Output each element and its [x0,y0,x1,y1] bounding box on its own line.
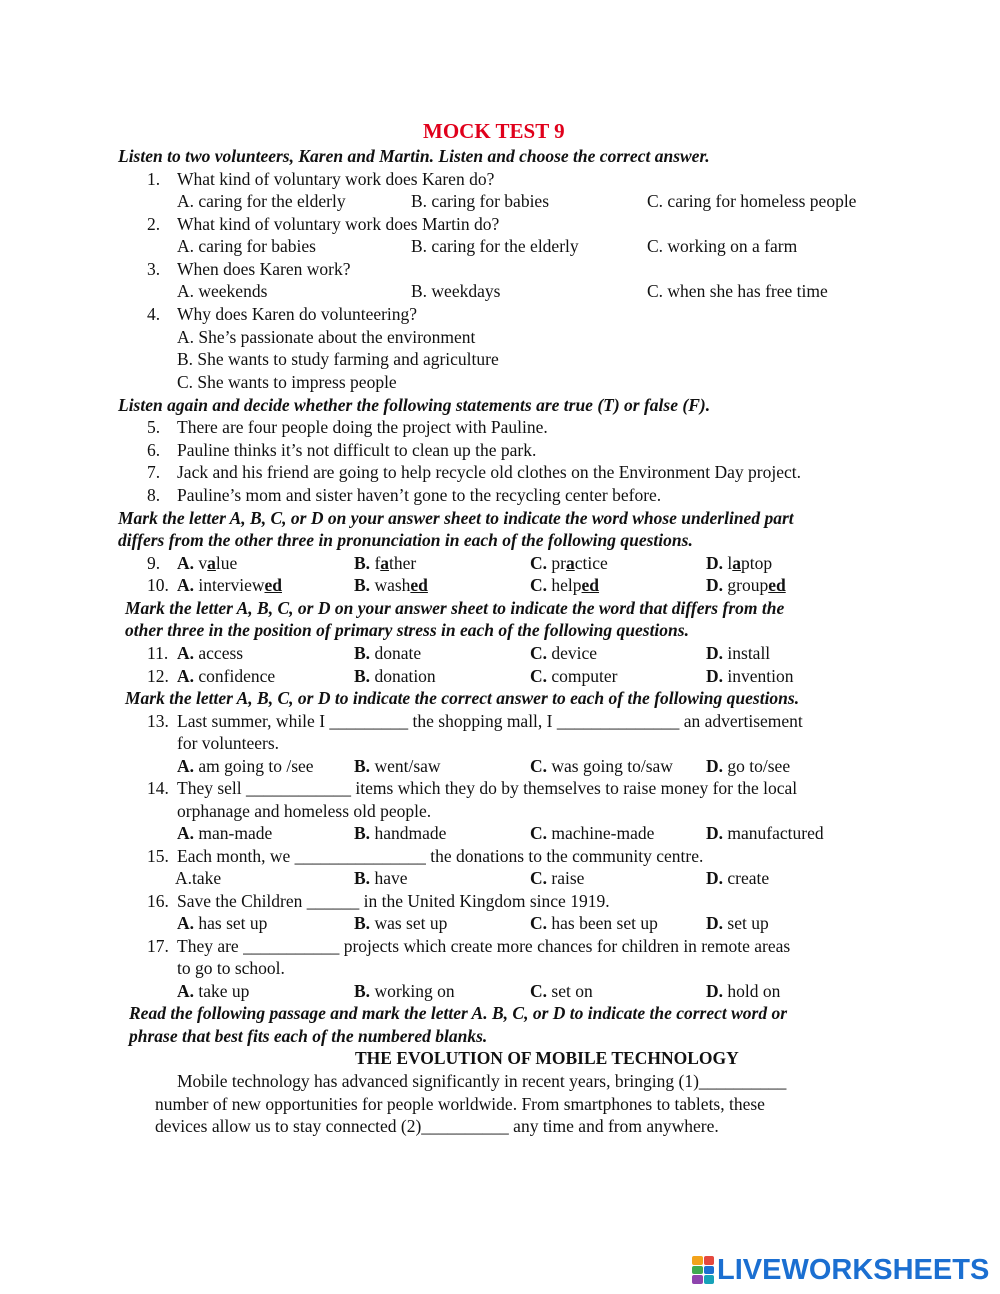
question-6-number: 6. [147,440,161,460]
instruction-listening-1: Listen to two volunteers, Karen and Martin. Listen and choose the correct answer. [118,146,710,166]
instruction-listening-2: Listen again and decide whether the following statements are true (T) or false (F). [118,395,711,415]
question-15-option-a[interactable]: A.take [175,868,222,888]
question-8-number: 8. [147,485,161,505]
question-1-text: What kind of voluntary work does Karen do? [177,169,495,189]
question-2-text: What kind of voluntary work does Martin do? [177,214,500,234]
question-4-number: 4. [147,304,161,324]
question-1-option-a[interactable]: A. caring for the elderly [177,191,346,211]
question-14-text-l2: orphanage and homeless old people. [177,801,432,821]
question-17-text-l1: They are ___________ projects which create more chances for children in remote areas [177,936,791,956]
liveworksheets-logo [692,1254,989,1286]
passage-line-1: Mobile technology has advanced significantly in recent years, bringing (1)__________ [177,1071,787,1091]
question-7-text: Jack and his friend are going to help recycle old clothes on the Environment Day project. [177,462,801,482]
question-12-option-b[interactable]: B. donation [354,666,436,686]
question-1-number: 1. [147,169,161,189]
question-12-option-c[interactable]: C. computer [530,666,618,686]
question-16-option-c[interactable]: C. has been set up [530,913,658,933]
question-17-option-a[interactable]: A. take up [177,981,250,1001]
question-8-text: Pauline’s mom and sister haven’t gone to the recycling center before. [177,485,662,505]
instruction-stress-l2: other three in the position of primary stress in each of the following questions. [125,620,689,640]
question-4-option-c[interactable]: C. She wants to impress people [177,372,397,392]
question-10-option-d[interactable]: D. grouped [706,575,786,595]
question-7-number: 7. [147,462,161,482]
page-title: MOCK TEST 9 [423,119,565,143]
question-6-text: Pauline thinks it’s not difficult to clean up the park. [177,440,537,460]
question-17-option-b[interactable]: B. working on [354,981,455,1001]
question-15-text: Each month, we _______________ the donations to the community centre. [177,846,704,866]
passage-title: THE EVOLUTION OF MOBILE TECHNOLOGY [355,1048,739,1068]
liveworksheets-logo-text: LIVEWORKSHEETS [717,1253,990,1286]
question-13-text-l2: for volunteers. [177,733,280,753]
question-14-option-d[interactable]: D. manufactured [706,823,824,843]
question-17-option-c[interactable]: C. set on [530,981,593,1001]
question-16-option-b[interactable]: B. was set up [354,913,448,933]
question-9-option-c[interactable]: C. practice [530,553,608,573]
question-5-text: There are four people doing the project with Pauline. [177,417,548,437]
question-10-option-b[interactable]: B. washed [354,575,428,595]
question-9-option-d[interactable]: D. laptop [706,553,773,573]
question-14-option-a[interactable]: A. man-made [177,823,273,843]
question-2-number: 2. [147,214,161,234]
question-17-number: 17. [147,936,169,956]
question-14-text-l1: They sell ____________ items which they do by themselves to raise money for the local [177,778,798,798]
question-12-number: 12. [147,666,169,686]
question-3-number: 3. [147,259,161,279]
liveworksheets-logo-icon [692,1256,714,1284]
question-16-option-a[interactable]: A. has set up [177,913,268,933]
question-13-option-c[interactable]: C. was going to/saw [530,756,673,776]
question-11-number: 11. [147,643,169,663]
instruction-passage-l1: Read the following passage and mark the letter A. B, C, or D to indicate the correct word or [129,1003,788,1023]
question-3-option-c[interactable]: C. when she has free time [647,281,828,301]
question-12-option-a[interactable]: A. confidence [177,666,276,686]
question-17-option-d[interactable]: D. hold on [706,981,781,1001]
question-9-number: 9. [147,553,161,573]
instruction-passage-l2: phrase that best fits each of the numbered blanks. [129,1026,488,1046]
question-12-option-d[interactable]: D. invention [706,666,794,686]
question-13-number: 13. [147,711,169,731]
instruction-stress-l1: Mark the letter A, B, C, or D on your answer sheet to indicate the word that differs from the [125,598,785,618]
question-3-option-a[interactable]: A. weekends [177,281,268,301]
question-14-option-c[interactable]: C. machine-made [530,823,655,843]
question-10-number: 10. [147,575,169,595]
question-15-number: 15. [147,846,169,866]
question-11-option-d[interactable]: D. install [706,643,771,663]
question-13-option-a[interactable]: A. am going to /see [177,756,314,776]
question-11-option-c[interactable]: C. device [530,643,598,663]
question-16-text: Save the Children ______ in the United Kingdom since 1919. [177,891,610,911]
question-5-number: 5. [147,417,161,437]
question-9-option-b[interactable]: B. father [354,553,417,573]
question-4-text: Why does Karen do volunteering? [177,304,418,324]
question-15-option-c[interactable]: C. raise [530,868,585,888]
question-2-option-a[interactable]: A. caring for babies [177,236,316,256]
question-14-option-b[interactable]: B. handmade [354,823,447,843]
question-16-option-d[interactable]: D. set up [706,913,769,933]
question-2-option-b[interactable]: B. caring for the elderly [411,236,579,256]
question-11-option-a[interactable]: A. access [177,643,244,663]
passage-line-2: number of new opportunities for people worldwide. From smartphones to tablets, these [155,1094,765,1114]
question-13-text-l1: Last summer, while I _________ the shopping mall, I ______________ an advertisement [177,711,803,731]
passage-line-3: devices allow us to stay connected (2)__________ any time and from anywhere. [155,1116,719,1136]
question-9-option-a[interactable]: A. value [177,553,238,573]
question-3-text: When does Karen work? [177,259,351,279]
question-1-option-c[interactable]: C. caring for homeless people [647,191,857,211]
question-11-option-b[interactable]: B. donate [354,643,422,663]
instruction-pronunciation-l2: differs from the other three in pronunciation in each of the following questions. [118,530,693,550]
question-4-option-a[interactable]: A. She’s passionate about the environment [177,327,476,347]
question-10-option-a[interactable]: A. interviewed [177,575,282,595]
question-16-number: 16. [147,891,169,911]
question-13-option-b[interactable]: B. went/saw [354,756,441,776]
question-4-option-b[interactable]: B. She wants to study farming and agriculture [177,349,499,369]
question-3-option-b[interactable]: B. weekdays [411,281,501,301]
instruction-pronunciation-l1: Mark the letter A, B, C, or D on your answer sheet to indicate the word whose underlined part [118,508,794,528]
question-14-number: 14. [147,778,169,798]
question-1-option-b[interactable]: B. caring for babies [411,191,550,211]
question-15-option-d[interactable]: D. create [706,868,770,888]
question-15-option-b[interactable]: B. have [354,868,408,888]
question-2-option-c[interactable]: C. working on a farm [647,236,798,256]
instruction-multiple-choice: Mark the letter A, B, C, or D to indicate the correct answer to each of the following questions. [125,688,800,708]
question-13-option-d[interactable]: D. go to/see [706,756,791,776]
question-10-option-c[interactable]: C. helped [530,575,600,595]
question-17-text-l2: to go to school. [177,958,285,978]
